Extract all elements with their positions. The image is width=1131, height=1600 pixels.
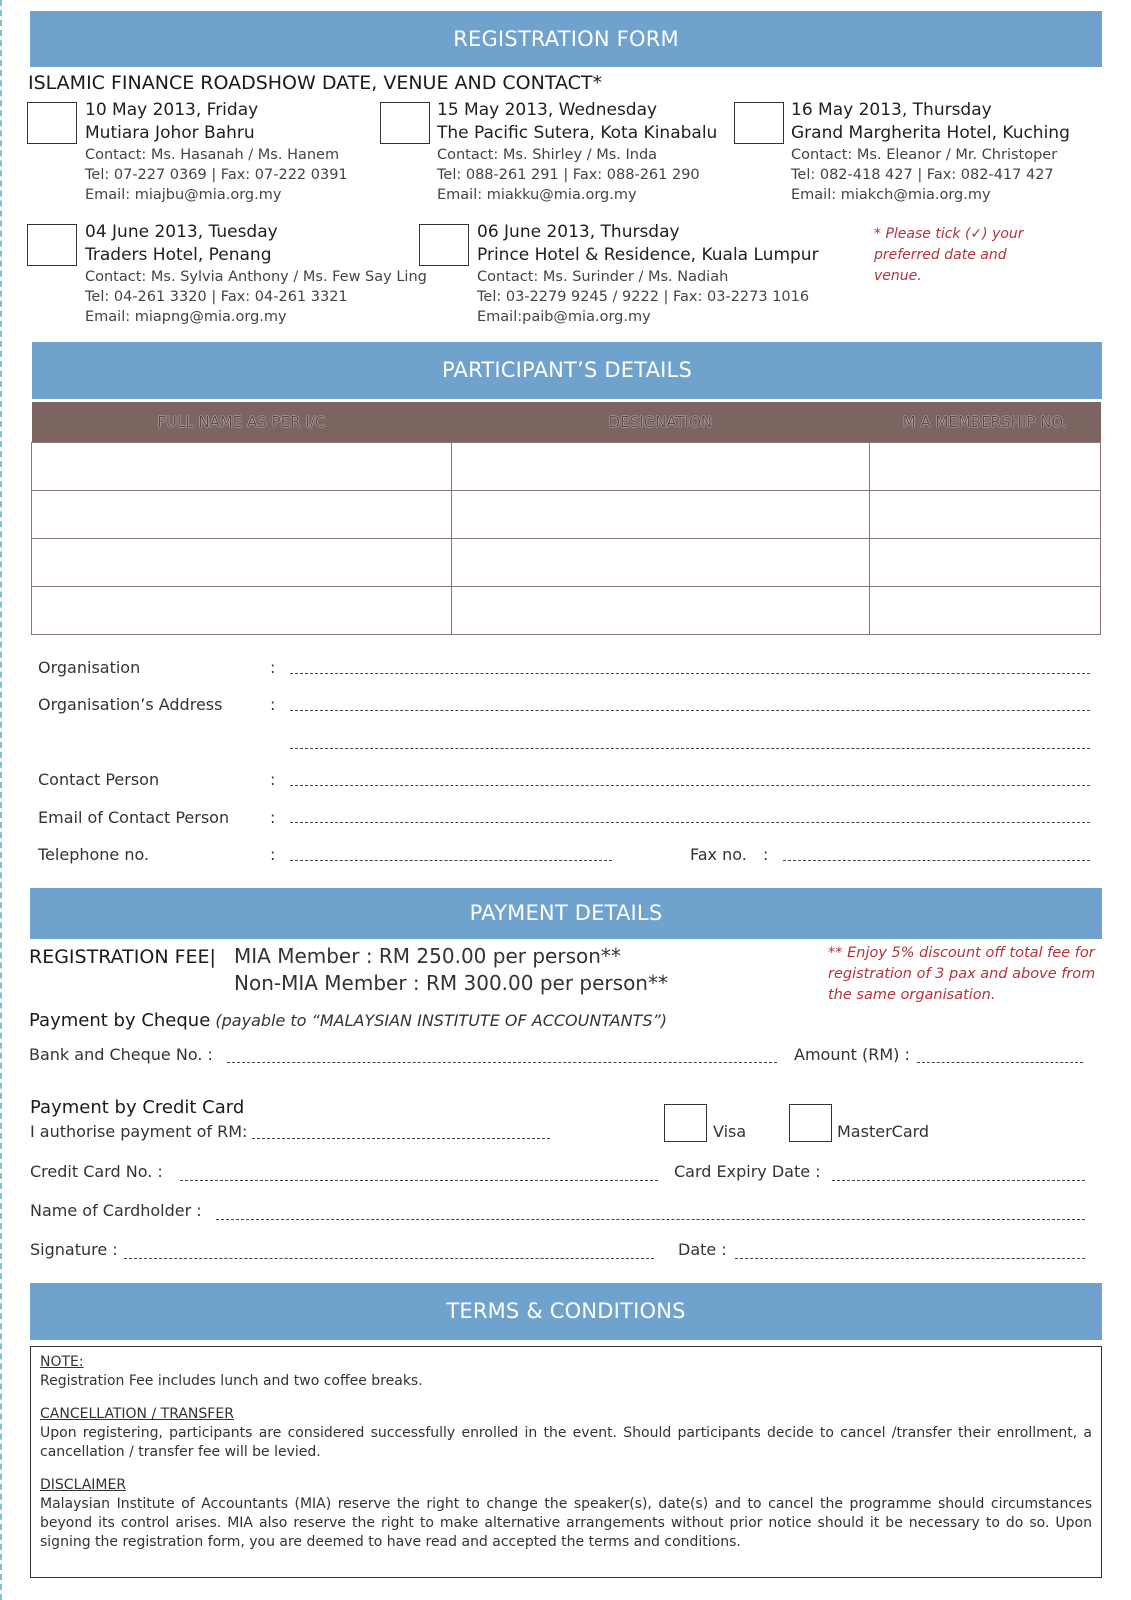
roadshow-heading: ISLAMIC FINANCE ROADSHOW DATE, VENUE AND CONTACT* bbox=[28, 72, 602, 94]
colon: : bbox=[270, 658, 276, 677]
venue-tel: Tel: 04-261 3320 | Fax: 04-261 3321 bbox=[85, 289, 348, 305]
amount-input[interactable] bbox=[917, 1062, 1083, 1063]
venue-johor bbox=[85, 99, 348, 205]
visa-label: Visa bbox=[713, 1122, 747, 1141]
venue-name: Grand Margherita Hotel, Kuching bbox=[791, 123, 1070, 143]
venue-contact: Contact: Ms. Surinder / Ms. Nadiah bbox=[477, 269, 729, 285]
venue-checkbox-kuching[interactable] bbox=[734, 102, 784, 144]
contact-email-input[interactable] bbox=[290, 822, 1090, 823]
disclaimer-title: DISCLAIMER bbox=[40, 1477, 127, 1493]
registration-fee-label: REGISTRATION FEE| bbox=[29, 946, 216, 968]
full-name-cell[interactable] bbox=[32, 538, 452, 586]
colon: : bbox=[270, 808, 276, 827]
designation-cell[interactable] bbox=[451, 586, 870, 634]
membership-cell[interactable] bbox=[870, 538, 1101, 586]
colon: : bbox=[763, 845, 769, 864]
member-fee: MIA Member : RM 250.00 per person** bbox=[234, 944, 621, 968]
card-expiry-label: Card Expiry Date : bbox=[674, 1162, 821, 1181]
date-input[interactable] bbox=[735, 1258, 1085, 1259]
payment-title: PAYMENT DETAILS bbox=[469, 901, 663, 925]
colon: : bbox=[270, 695, 276, 714]
cancellation-title: CANCELLATION / TRANSFER bbox=[40, 1406, 234, 1422]
table-row bbox=[32, 442, 1101, 490]
venue-contact: Contact: Ms. Sylvia Anthony / Ms. Few Say Ling bbox=[85, 269, 427, 285]
telephone-input[interactable] bbox=[290, 860, 612, 861]
fax-input[interactable] bbox=[783, 860, 1090, 861]
table-row bbox=[32, 490, 1101, 538]
venue-contact: Contact: Ms. Eleanor / Mr. Christoper bbox=[791, 147, 1058, 163]
designation-cell[interactable] bbox=[451, 490, 870, 538]
page-edge-dashes bbox=[0, 0, 3, 1600]
venue-email: Email:paib@mia.org.my bbox=[477, 309, 651, 325]
payment-banner bbox=[30, 888, 1102, 939]
tick-note-line: venue. bbox=[874, 268, 922, 284]
venue-name: The Pacific Sutera, Kota Kinabalu bbox=[437, 123, 718, 143]
venue-kuala-lumpur bbox=[477, 221, 819, 327]
signature-input[interactable] bbox=[124, 1258, 654, 1259]
participants-banner bbox=[32, 342, 1102, 399]
venue-tel: Tel: 07-227 0369 | Fax: 07-222 0391 bbox=[85, 167, 348, 183]
registration-form-title: REGISTRATION FORM bbox=[453, 27, 679, 51]
venue-date: 06 June 2013, Thursday bbox=[477, 222, 680, 242]
venue-date: 10 May 2013, Friday bbox=[85, 100, 259, 120]
discount-note-line: the same organisation. bbox=[828, 987, 996, 1003]
designation-cell[interactable] bbox=[451, 538, 870, 586]
terms-title: TERMS & CONDITIONS bbox=[446, 1299, 686, 1323]
venue-penang bbox=[85, 221, 427, 327]
bank-cheque-input[interactable] bbox=[227, 1062, 777, 1063]
column-header-membership: M A MEMBERSHIP NO. bbox=[870, 402, 1101, 442]
participants-table bbox=[31, 402, 1101, 635]
venue-email: Email: miakch@mia.org.my bbox=[791, 187, 991, 203]
venue-contact: Contact: Ms. Shirley / Ms. Inda bbox=[437, 147, 658, 163]
credit-card-heading: Payment by Credit Card bbox=[30, 1097, 245, 1118]
venue-email: Email: miapng@mia.org.my bbox=[85, 309, 287, 325]
colon: : bbox=[270, 845, 276, 864]
membership-cell[interactable] bbox=[870, 490, 1101, 538]
full-name-cell[interactable] bbox=[32, 490, 452, 538]
venue-tel: Tel: 082-418 427 | Fax: 082-417 427 bbox=[791, 167, 1054, 183]
colon: : bbox=[270, 770, 276, 789]
disclaimer-text: Malaysian Institute of Accountants (MIA) reserve the right to change the speaker(s), date(s) and to cancel the programme should circumstances beyond its control arises. MIA also reserve the right to make alternative arrangements without prior notice should it be necessary to do so. Upon signing the registration form, you are deemed to have read and accepted the terms and conditions. bbox=[40, 1496, 1092, 1550]
table-header-row bbox=[32, 402, 1101, 442]
venue-contact: Contact: Ms. Hasanah / Ms. Hanem bbox=[85, 147, 340, 163]
visa-checkbox[interactable] bbox=[664, 1104, 707, 1142]
cancellation-text: Upon registering, participants are considered successfully enrolled in the event. Should participants decide to cancel /transfer their enrollment, a cancellation / transfer fee will be levied. bbox=[40, 1425, 1092, 1460]
address-input-line-2[interactable] bbox=[290, 748, 1090, 749]
venue-name: Mutiara Johor Bahru bbox=[85, 123, 255, 143]
authorise-label: I authorise payment of RM: bbox=[30, 1122, 248, 1141]
address-label: Organisation’s Address bbox=[38, 695, 223, 714]
designation-cell[interactable] bbox=[451, 442, 870, 490]
venue-email: Email: miajbu@mia.org.my bbox=[85, 187, 282, 203]
venue-kota-kinabalu bbox=[437, 99, 717, 205]
venue-kuching bbox=[791, 99, 1070, 205]
cheque-heading: Payment by Cheque bbox=[29, 1010, 211, 1031]
venue-date: 04 June 2013, Tuesday bbox=[85, 222, 278, 242]
column-header-designation: DESIGNATION bbox=[451, 402, 870, 442]
terms-banner bbox=[30, 1283, 1102, 1340]
tick-note-line: * Please tick (✓) your bbox=[874, 226, 1024, 242]
venue-checkbox-johor[interactable] bbox=[27, 102, 77, 144]
membership-cell[interactable] bbox=[870, 442, 1101, 490]
venue-name: Traders Hotel, Penang bbox=[85, 245, 272, 265]
venue-email: Email: miakku@mia.org.my bbox=[437, 187, 637, 203]
mastercard-checkbox[interactable] bbox=[789, 1104, 832, 1142]
address-input-line-1[interactable] bbox=[290, 710, 1090, 711]
venue-date: 15 May 2013, Wednesday bbox=[437, 100, 658, 120]
contact-email-label: Email of Contact Person bbox=[38, 808, 230, 827]
venue-checkbox-kota-kinabalu[interactable] bbox=[380, 102, 430, 144]
cardholder-input[interactable] bbox=[216, 1219, 1085, 1220]
note-title: NOTE: bbox=[40, 1354, 84, 1370]
venue-checkbox-kuala-lumpur[interactable] bbox=[419, 224, 469, 266]
card-expiry-input[interactable] bbox=[832, 1180, 1085, 1181]
bank-cheque-label: Bank and Cheque No. : bbox=[29, 1045, 213, 1064]
discount-note-line: ** Enjoy 5% discount off total fee for bbox=[828, 945, 1095, 961]
organisation-label: Organisation bbox=[38, 658, 141, 677]
mastercard-label: MasterCard bbox=[837, 1122, 930, 1141]
signature-label: Signature : bbox=[30, 1240, 118, 1259]
venue-tel: Tel: 03-2279 9245 / 9222 | Fax: 03-2273 1016 bbox=[477, 289, 810, 305]
contact-person-input[interactable] bbox=[290, 785, 1090, 786]
full-name-cell[interactable] bbox=[32, 586, 452, 634]
authorise-amount-input[interactable] bbox=[252, 1138, 550, 1139]
membership-cell[interactable] bbox=[870, 586, 1101, 634]
discount-note-line: registration of 3 pax and above from bbox=[828, 966, 1096, 982]
fax-label: Fax no. bbox=[690, 845, 747, 864]
card-number-input[interactable] bbox=[180, 1180, 658, 1181]
amount-label: Amount (RM) : bbox=[794, 1045, 910, 1064]
contact-person-label: Contact Person bbox=[38, 770, 160, 789]
note-text: Registration Fee includes lunch and two coffee breaks. bbox=[40, 1373, 423, 1389]
table-row bbox=[32, 586, 1101, 634]
telephone-label: Telephone no. bbox=[38, 845, 150, 864]
card-number-label: Credit Card No. : bbox=[30, 1162, 163, 1181]
cheque-heading-row bbox=[29, 1010, 667, 1031]
organisation-input[interactable] bbox=[290, 673, 1090, 674]
full-name-cell[interactable] bbox=[32, 442, 452, 490]
terms-box bbox=[30, 1346, 1102, 1578]
non-member-fee: Non-MIA Member : RM 300.00 per person** bbox=[234, 971, 668, 995]
column-header-full-name: FULL NAME AS PER I/C bbox=[32, 402, 452, 442]
venue-checkbox-penang[interactable] bbox=[27, 224, 77, 266]
participants-title: PARTICIPANT’S DETAILS bbox=[442, 358, 692, 382]
cardholder-label: Name of Cardholder : bbox=[30, 1201, 202, 1220]
venue-name: Prince Hotel & Residence, Kuala Lumpur bbox=[477, 245, 819, 265]
venue-tel: Tel: 088-261 291 | Fax: 088-261 290 bbox=[437, 167, 700, 183]
venue-date: 16 May 2013, Thursday bbox=[791, 100, 992, 120]
tick-note-line: preferred date and bbox=[874, 247, 1007, 263]
registration-form-banner bbox=[30, 11, 1102, 67]
cheque-payable: (payable to “MALAYSIAN INSTITUTE OF ACCOUNTANTS”) bbox=[215, 1011, 668, 1030]
discount-note bbox=[828, 943, 1095, 1006]
date-label: Date : bbox=[678, 1240, 727, 1259]
tick-instruction-note bbox=[874, 224, 1024, 287]
table-row bbox=[32, 538, 1101, 586]
